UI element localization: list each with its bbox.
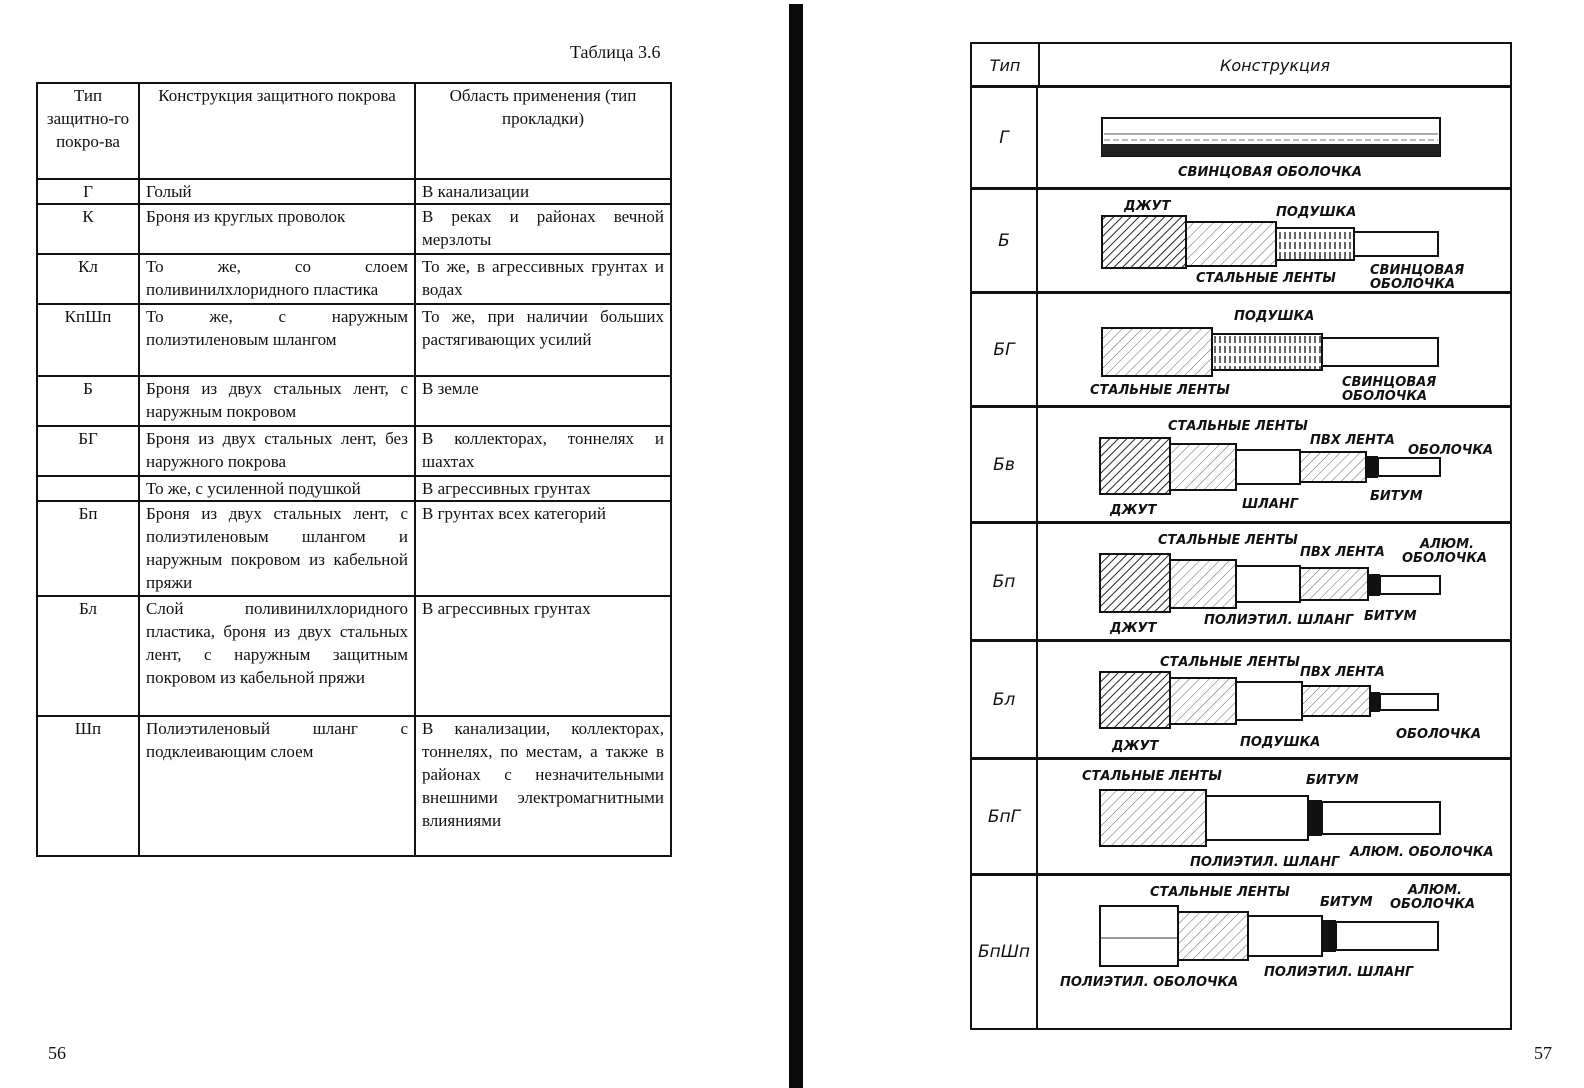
right-page [804,0,1584,1088]
cell-application: В коллекторах, тоннелях и шахтах [415,426,671,476]
fig-row [972,642,1510,760]
label-bitumen: БИТУМ [1370,489,1423,504]
table-header-row [37,83,671,179]
label-polyethylene-hose: ПОЛИЭТИЛ. ШЛАНГ [1264,965,1414,980]
cell-application: То же, в агрессивных грунтах и водах [415,254,671,304]
cable-diagram [1038,294,1510,405]
label-lead-sheath: СВИНЦОВАЯ ОБОЛОЧКА [1178,165,1362,180]
header-type: Тип защитно-го покро-ва [37,83,139,179]
label-cushion: ПОДУШКА [1240,735,1321,750]
label-alum: АЛЮМ. [1408,883,1462,898]
fig-row [972,190,1510,294]
fig-header-type: Тип [972,44,1040,85]
label-steel-tapes: СТАЛЬНЫЕ ЛЕНТЫ [1160,655,1300,670]
cable-diagram [1038,876,1510,1028]
cable-drawing [1038,760,1510,874]
fig-row [972,876,1510,1028]
fig-type: Бл [972,642,1038,757]
cell-type: К [37,204,139,254]
cell-type: Шп [37,716,139,856]
cell-construction: То же, со слоем поливинилхлоридного пластика [139,254,415,304]
fig-row [972,760,1510,876]
cable-diagram [1038,642,1510,757]
fig-header-row [972,44,1510,88]
cell-type: Б [37,376,139,426]
fig-type: Г [972,88,1038,187]
label-steel-tapes: СТАЛЬНЫЕ ЛЕНТЫ [1082,769,1222,784]
cable-diagram [1038,524,1510,639]
cell-application: В грунтах всех категорий [415,501,671,596]
label-pvc-tape: ПВХ ЛЕНТА [1300,545,1385,560]
fig-header-construction: Конструкция [1220,56,1330,75]
label-hose: ШЛАНГ [1242,497,1299,512]
cable-diagram [1038,760,1510,873]
cell-construction: То же, с усиленной подушкой [139,476,415,501]
cell-application: В земле [415,376,671,426]
label-steel-tapes: СТАЛЬНЫЕ ЛЕНТЫ [1196,271,1336,286]
label-lead: СВИНЦОВАЯ [1342,375,1437,390]
cell-construction: Броня из двух стальных лент, с полиэтиленовым шлангом и наружным покровом из кабельной пряжи [139,501,415,596]
cell-application: В канализации, коллекторах, тоннелях, по местам, а также в районах с незначительными внешними электромагнитными влияниями [415,716,671,856]
fig-row [972,524,1510,642]
label-sheath: ОБОЛОЧКА [1370,277,1456,292]
label-bitumen: БИТУМ [1364,609,1417,624]
book-spine [789,4,803,1088]
fig-row [972,408,1510,524]
cell-type: КпШп [37,304,139,376]
protective-cover-table [36,82,672,857]
label-polyethylene-hose: ПОЛИЭТИЛ. ШЛАНГ [1190,855,1340,870]
table-row [37,304,671,376]
table-row [37,596,671,716]
cable-drawing [1038,408,1510,522]
cell-type: Бп [37,501,139,596]
label-jute: ДЖУТ [1110,503,1157,518]
label-steel-tapes: СТАЛЬНЫЕ ЛЕНТЫ [1168,419,1308,434]
cable-diagram [1038,190,1510,291]
label-sheath: ОБОЛОЧКА [1402,551,1488,566]
cell-type [37,476,139,501]
cell-construction: Слой поливинилхлоридного пластика, броня из двух стальных лент, с наружным защитным покровом из кабельной пряжи [139,596,415,716]
table-row [37,254,671,304]
cable-drawing [1038,642,1510,758]
cable-diagram [1038,88,1510,187]
fig-type: Б [972,190,1038,291]
cable-drawing [1038,524,1510,640]
cable-drawing [1038,876,1510,1026]
table-row [37,716,671,856]
label-sheath: ОБОЛОЧКА [1408,443,1494,458]
label-pvc-tape: ПВХ ЛЕНТА [1310,433,1395,448]
cable-drawing [1038,88,1510,188]
table-row [37,204,671,254]
label-jute: ДЖУТ [1110,621,1157,636]
label-cushion: ПОДУШКА [1234,309,1315,324]
fig-row [972,88,1510,190]
cell-type: БГ [37,426,139,476]
cable-construction-table [970,42,1512,1030]
cell-construction: Броня из двух стальных лент, с наружным покровом [139,376,415,426]
label-cushion: ПОДУШКА [1276,205,1357,220]
table-row [37,179,671,204]
label-pvc-tape: ПВХ ЛЕНТА [1300,665,1385,680]
table-row [37,476,671,501]
header-application: Область применения (тип прокладки) [415,83,671,179]
fig-type: БпГ [972,760,1038,873]
label-lead: СВИНЦОВАЯ [1370,263,1465,278]
cell-application: В канализации [415,179,671,204]
page-number-right: 57 [1534,1043,1552,1063]
label-steel-tapes: СТАЛЬНЫЕ ЛЕНТЫ [1150,885,1290,900]
cell-construction: Броня из двух стальных лент, без наружного покрова [139,426,415,476]
label-alum-sheath: АЛЮМ. ОБОЛОЧКА [1350,845,1494,860]
label-sheath: ОБОЛОЧКА [1390,897,1476,912]
cell-construction: Полиэтиленовый шланг с подклеивающим слоем [139,716,415,856]
cable-drawing [1038,190,1510,292]
fig-type: БпШп [972,876,1038,1028]
label-alum: АЛЮМ. [1420,537,1474,552]
label-jute: ДЖУТ [1124,199,1171,214]
cell-type: Кл [37,254,139,304]
label-steel-tapes: СТАЛЬНЫЕ ЛЕНТЫ [1090,383,1230,398]
page-number-left: 56 [48,1043,66,1063]
table-row [37,426,671,476]
cable-diagram [1038,408,1510,521]
label-sheath: ОБОЛОЧКА [1396,727,1482,742]
cable-drawing [1038,294,1510,406]
header-construction: Конструкция защитного покрова [139,83,415,179]
table-row [37,376,671,426]
table-caption: Таблица 3.6 [570,42,661,62]
cell-application: В агрессивных грунтах [415,596,671,716]
fig-type: БГ [972,294,1038,405]
label-polyethylene-hose: ПОЛИЭТИЛ. ШЛАНГ [1204,613,1354,628]
cell-application: В реках и районах вечной мерзлоты [415,204,671,254]
cell-construction: Броня из круглых проволок [139,204,415,254]
label-bitumen: БИТУМ [1320,895,1373,910]
cell-type: Бл [37,596,139,716]
cell-application: В агрессивных грунтах [415,476,671,501]
cell-application: То же, при наличии больших растягивающих усилий [415,304,671,376]
fig-type: Бп [972,524,1038,639]
cell-construction: То же, с наружным полиэтиленовым шлангом [139,304,415,376]
label-steel-tapes: СТАЛЬНЫЕ ЛЕНТЫ [1158,533,1298,548]
fig-row [972,294,1510,408]
fig-type: Бв [972,408,1038,521]
table-row [37,501,671,596]
cell-construction: Голый [139,179,415,204]
label-bitumen: БИТУМ [1306,773,1359,788]
label-sheath: ОБОЛОЧКА [1342,389,1428,404]
cell-type: Г [37,179,139,204]
label-jute: ДЖУТ [1112,739,1159,754]
label-polyethylene-sheath: ПОЛИЭТИЛ. ОБОЛОЧКА [1060,975,1239,990]
